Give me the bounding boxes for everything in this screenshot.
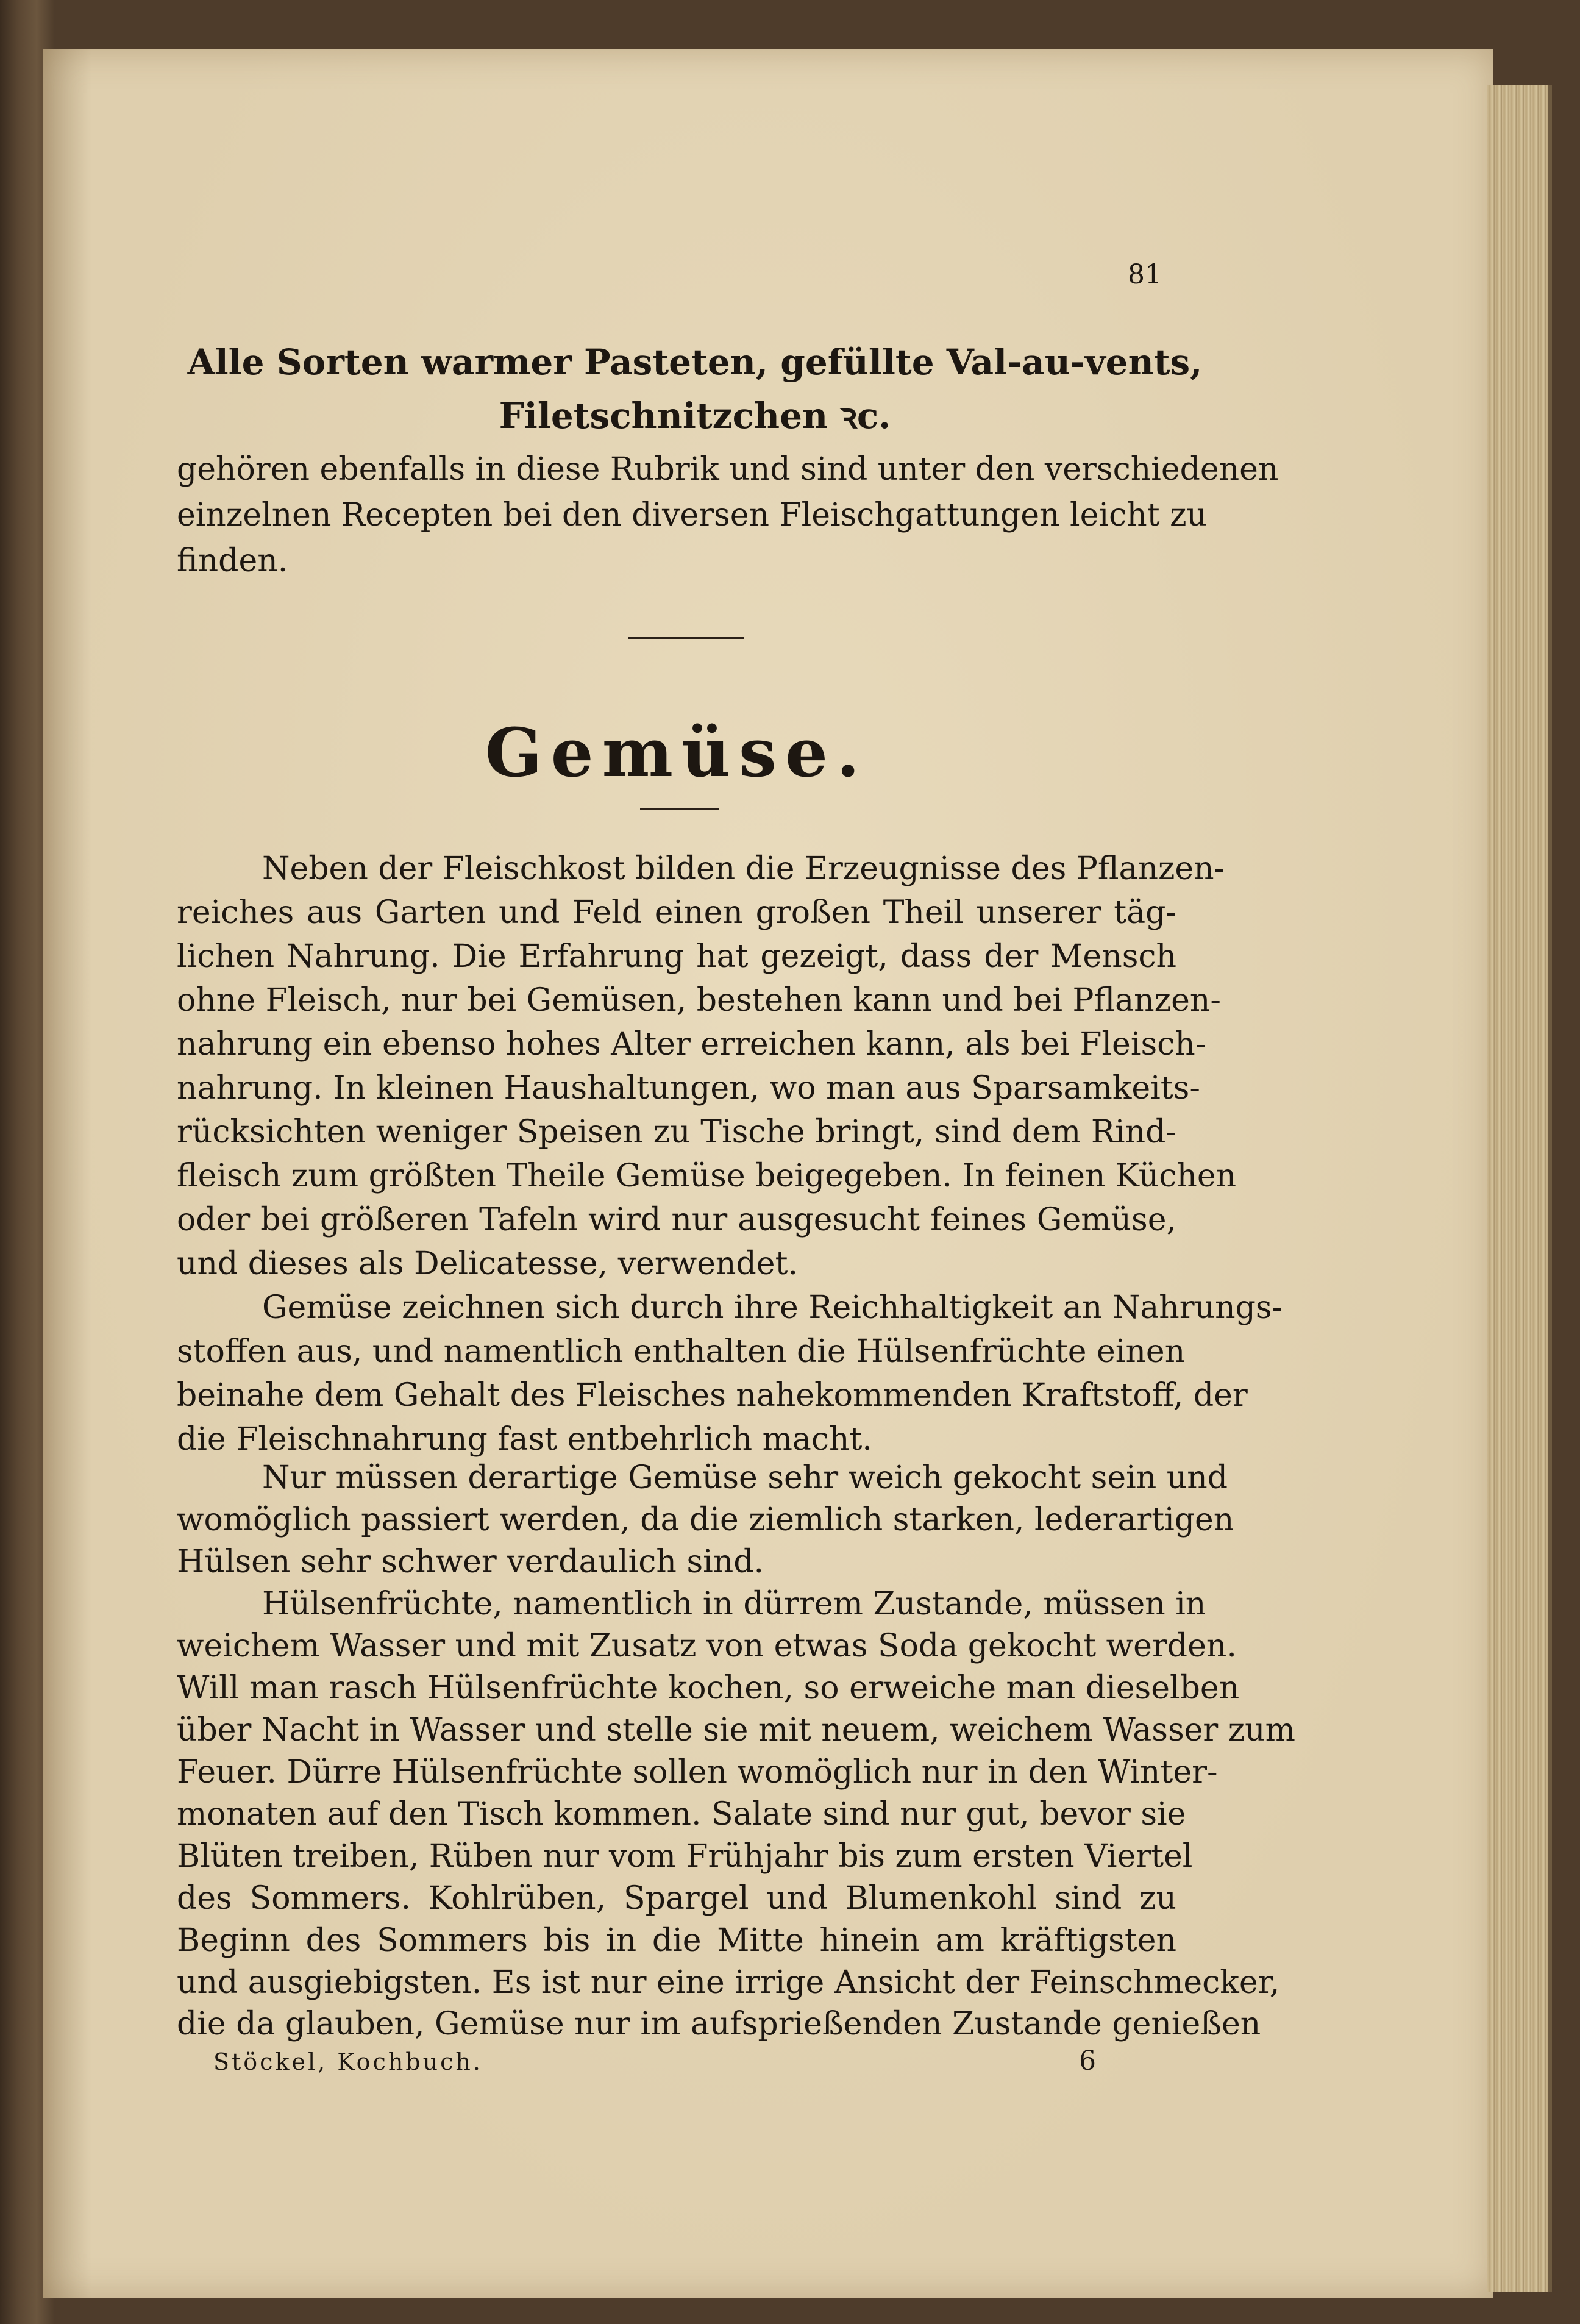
paragraph-line: die da glauben, Gemüse nur im aufsprießenden Zustande genießen (177, 2006, 1261, 2042)
intro-line: gehören ebenfalls in diese Rubrik und sind unter den verschiedenen (177, 451, 1279, 488)
paragraph-line: fleisch zum größten Theile Gemüse beigegeben. In feinen Küchen (177, 1158, 1237, 1194)
paragraph-line: weichem Wasser und mit Zusatz von etwas Soda gekocht werden. (177, 1628, 1237, 1664)
paragraph-line: und dieses als Delicatesse, verwendet. (177, 1246, 799, 1282)
paragraph-line: ohne Fleisch, nur bei Gemüsen, bestehen kann und bei Pflanzen- (177, 982, 1221, 1019)
section-title: Gemüse. (485, 713, 869, 792)
paragraph-line: Will man rasch Hülsenfrüchte kochen, so erweiche man dieselben (177, 1670, 1240, 1706)
intro-heading-line1: Alle Sorten warmer Pasteten, gefüllte Val-au-vents, (187, 341, 1203, 383)
paragraph-line: und ausgiebigsten. Es ist nur eine irrige Ansicht der Feinschmecker, (177, 1964, 1280, 2001)
paragraph-line: Hülsenfrüchte, namentlich in dürrem Zustande, müssen in (262, 1586, 1206, 1622)
paragraph-line: lichen Nahrung. Die Erfahrung hat gezeigt, dass der Mensch (177, 938, 1176, 975)
paragraph-line: reiches aus Garten und Feld einen großen Theil unserer täg- (177, 894, 1176, 931)
intro-heading-line2: Filetschnitzchen ꝛc. (499, 395, 891, 437)
page-number: 81 (1128, 259, 1162, 290)
paragraph-line: des Sommers. Kohlrüben, Spargel und Blumenkohl sind zu (177, 1880, 1176, 1917)
paragraph-line: rücksichten weniger Speisen zu Tische bringt, sind dem Rind- (177, 1114, 1176, 1150)
paragraph-line: nahrung ein ebenso hohes Alter erreichen kann, als bei Fleisch- (177, 1026, 1206, 1063)
title-underline (640, 808, 719, 810)
paragraph-line: stoffen aus, und namentlich enthalten die Hülsenfrüchte einen (177, 1333, 1186, 1370)
paragraph-line: über Nacht in Wasser und stelle sie mit neuem, weichem Wasser zum (177, 1712, 1295, 1748)
paragraph-line: Hülsen sehr schwer verdaulich sind. (177, 1544, 764, 1580)
paragraph-line: Beginn des Sommers bis in die Mitte hinein am kräftigsten (177, 1922, 1176, 1959)
paragraph-line: Feuer. Dürre Hülsenfrüchte sollen womöglich nur in den Winter- (177, 1754, 1218, 1791)
footer-author: Stöckel, Kochbuch. (213, 2048, 483, 2075)
footer-signature: 6 (1079, 2045, 1096, 2076)
paragraph-line: die Fleischnahrung fast entbehrlich macht. (177, 1421, 872, 1458)
paragraph-line: oder bei größeren Tafeln wird nur ausgesucht feines Gemüse, (177, 1202, 1176, 1238)
paragraph-line: Neben der Fleischkost bilden die Erzeugnisse des Pflanzen- (262, 850, 1225, 887)
page-edges (1487, 85, 1552, 2292)
paragraph-line: nahrung. In kleinen Haushaltungen, wo man aus Sparsamkeits- (177, 1070, 1200, 1107)
intro-line: finden. (177, 543, 288, 579)
paragraph-line: Gemüse zeichnen sich durch ihre Reichhaltigkeit an Nahrungs- (262, 1289, 1283, 1326)
paragraph-line: monaten auf den Tisch kommen. Salate sind nur gut, bevor sie (177, 1796, 1186, 1833)
paragraph-line: womöglich passiert werden, da die ziemlich starken, lederartigen (177, 1502, 1234, 1538)
paragraph-line: Blüten treiben, Rüben nur vom Frühjahr bis zum ersten Viertel (177, 1838, 1193, 1875)
paragraph-line: Nur müssen derartige Gemüse sehr weich gekocht sein und (262, 1460, 1228, 1496)
intro-line: einzelnen Recepten bei den diversen Fleischgattungen leicht zu (177, 497, 1207, 533)
paragraph-line: beinahe dem Gehalt des Fleisches nahekommenden Kraftstoff, der (177, 1377, 1248, 1414)
divider-rule (628, 637, 744, 639)
